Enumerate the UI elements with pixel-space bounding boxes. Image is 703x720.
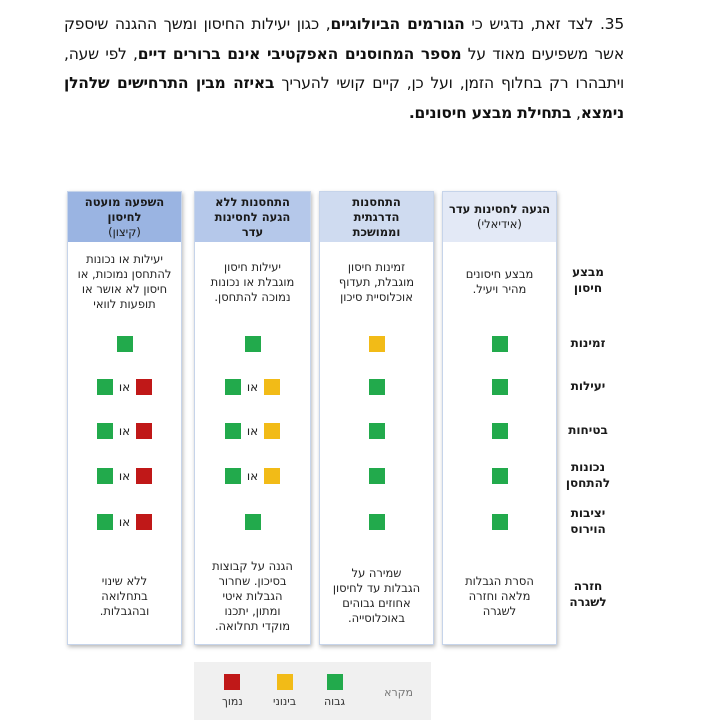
legend-low bbox=[222, 674, 243, 708]
high-indicator bbox=[225, 379, 241, 395]
legend-high bbox=[324, 674, 345, 708]
safety-cell bbox=[68, 410, 181, 452]
paragraph-number: 35. bbox=[599, 15, 624, 33]
campaign-cell: מבצע חיסונים מהיר ויעיל. bbox=[465, 267, 534, 296]
paragraph-text-3: , לפי שעה, ויתבהרו רק בחלוף הזמן, ועל כן, קיים קושי להעריך bbox=[64, 44, 624, 92]
high-indicator bbox=[492, 379, 508, 395]
medium-swatch bbox=[277, 674, 293, 690]
willingness-cell bbox=[320, 453, 433, 499]
row-label-willingness: נכונות להתחסן bbox=[565, 460, 611, 490]
legend-title: מקרא bbox=[384, 686, 413, 699]
column-subtitle: (קיצון) bbox=[108, 224, 141, 239]
safety-cell bbox=[443, 410, 556, 452]
medium-indicator bbox=[264, 379, 280, 395]
return-to-routine-cell: שמירה על הגבלות עד לחיסון אחוזים גבוהים באוכלוסייה. bbox=[332, 566, 421, 625]
legend bbox=[194, 662, 431, 720]
willingness-cell bbox=[195, 453, 310, 499]
high-indicator bbox=[97, 468, 113, 484]
paragraph-bold-3: באיזה מבין התרחישים שלהלן נימצא bbox=[64, 74, 624, 122]
high-indicator bbox=[225, 468, 241, 484]
virus-stability-cell bbox=[195, 500, 310, 544]
availability-cell bbox=[68, 323, 181, 365]
paragraph-text-4: , bbox=[571, 103, 581, 122]
low-indicator bbox=[136, 468, 152, 484]
return-to-routine-cell: ללא שינוי בתחלואה ובהגבלות. bbox=[99, 573, 150, 618]
willingness-cell bbox=[443, 453, 556, 499]
scenario-column-gradual-vaccination bbox=[319, 191, 434, 645]
efficacy-cell bbox=[195, 366, 310, 408]
paragraph-text-2: , כגון יעילות החיסון ומשך ההגנה שיספק אשר משפיעים מאוד על bbox=[64, 15, 624, 63]
high-indicator bbox=[369, 514, 385, 530]
row-label-efficacy: יעילות bbox=[570, 379, 606, 393]
low-swatch bbox=[224, 674, 240, 690]
safety-cell bbox=[320, 410, 433, 452]
legend-medium bbox=[273, 674, 296, 708]
high-indicator bbox=[492, 514, 508, 530]
return-to-routine-cell: הגנה על קבוצות בסיכון. שחרור הגבלות איטי ומתון, יתכנו מוקדי תחלואה. bbox=[212, 558, 293, 633]
efficacy-cell bbox=[320, 366, 433, 408]
availability-cell bbox=[195, 323, 310, 365]
high-indicator bbox=[369, 468, 385, 484]
availability-cell bbox=[320, 323, 433, 365]
return-to-routine-cell: הסרת הגבלות מלאה וחזרה לשגרה bbox=[465, 573, 534, 618]
low-indicator bbox=[136, 379, 152, 395]
or-label: או bbox=[118, 423, 131, 438]
row-label-virus-stability: יציבות הוירוס bbox=[570, 506, 606, 536]
paragraph-bold-4: בתחילת מבצע חיסונים. bbox=[408, 103, 572, 122]
or-label: או bbox=[118, 379, 131, 394]
row-label-vaccination-campaign: מבצע חיסון bbox=[572, 265, 604, 295]
or-label: או bbox=[246, 423, 259, 438]
campaign-cell: יעילות או נכונות להתחסן נמוכות, או חיסון לא אושר או תופעות לוואי bbox=[77, 252, 172, 311]
column-title: התחסנות ללא הגעה לחסינות עדר bbox=[214, 194, 291, 239]
low-indicator bbox=[136, 423, 152, 439]
low-indicator bbox=[136, 514, 152, 530]
intro-paragraph bbox=[64, 10, 624, 128]
virus-stability-cell bbox=[320, 500, 433, 544]
column-title: הגעה לחסינות עדר bbox=[448, 202, 551, 216]
campaign-cell: זמינות חיסון מוגבלת, תעדוף אוכלוסיית סיכון bbox=[338, 259, 415, 304]
row-label-return-to-routine: חזרה לשגרה bbox=[569, 579, 607, 609]
efficacy-cell bbox=[68, 366, 181, 408]
column-header bbox=[443, 192, 556, 242]
or-label: או bbox=[246, 468, 259, 483]
legend-medium-label: בינוני bbox=[273, 695, 297, 708]
or-label: או bbox=[246, 379, 259, 394]
high-indicator bbox=[492, 336, 508, 352]
high-indicator bbox=[492, 423, 508, 439]
medium-indicator bbox=[264, 423, 280, 439]
high-indicator bbox=[97, 423, 113, 439]
legend-low-label: נמוך bbox=[222, 695, 243, 708]
high-indicator bbox=[225, 423, 241, 439]
virus-stability-cell bbox=[443, 500, 556, 544]
willingness-cell bbox=[68, 453, 181, 499]
virus-stability-cell bbox=[68, 500, 181, 544]
high-indicator bbox=[245, 336, 261, 352]
availability-cell bbox=[443, 323, 556, 365]
paragraph-bold-1: הגורמים הביולוגיים bbox=[330, 15, 465, 33]
safety-cell bbox=[195, 410, 310, 452]
paragraph-text-1: לצד זאת, נדגיש כי bbox=[464, 15, 600, 33]
high-indicator bbox=[245, 514, 261, 530]
high-indicator bbox=[369, 379, 385, 395]
high-indicator bbox=[369, 423, 385, 439]
column-title: השפעה מועטה לחיסון bbox=[84, 194, 165, 224]
or-label: או bbox=[118, 468, 131, 483]
scenario-column-minimal-effect bbox=[67, 191, 182, 645]
or-label: או bbox=[118, 514, 131, 529]
high-indicator bbox=[117, 336, 133, 352]
high-indicator bbox=[97, 514, 113, 530]
row-label-availability: זמינות bbox=[570, 336, 606, 350]
column-header bbox=[320, 192, 433, 242]
high-indicator bbox=[97, 379, 113, 395]
efficacy-cell bbox=[443, 366, 556, 408]
row-label-safety: בטיחות bbox=[568, 423, 608, 437]
column-title: התחסנות הדרגתית וממושכת bbox=[352, 194, 401, 239]
column-header bbox=[195, 192, 310, 242]
high-swatch bbox=[327, 674, 343, 690]
column-subtitle: (אידיאלי) bbox=[477, 217, 522, 231]
scenario-column-no-herd-immunity bbox=[194, 191, 311, 645]
column-header bbox=[68, 192, 181, 242]
campaign-cell: יעילות חיסון מוגבלת או נכונות נמוכה להתחסן. bbox=[210, 259, 295, 304]
medium-indicator bbox=[264, 468, 280, 484]
legend-high-label: גבוה bbox=[324, 695, 346, 708]
scenario-column-herd-immunity bbox=[442, 191, 557, 645]
high-indicator bbox=[492, 468, 508, 484]
medium-indicator bbox=[369, 336, 385, 352]
paragraph-bold-2: מספר המחוסנים האפקטיבי אינם ברורים דיים bbox=[137, 44, 462, 63]
